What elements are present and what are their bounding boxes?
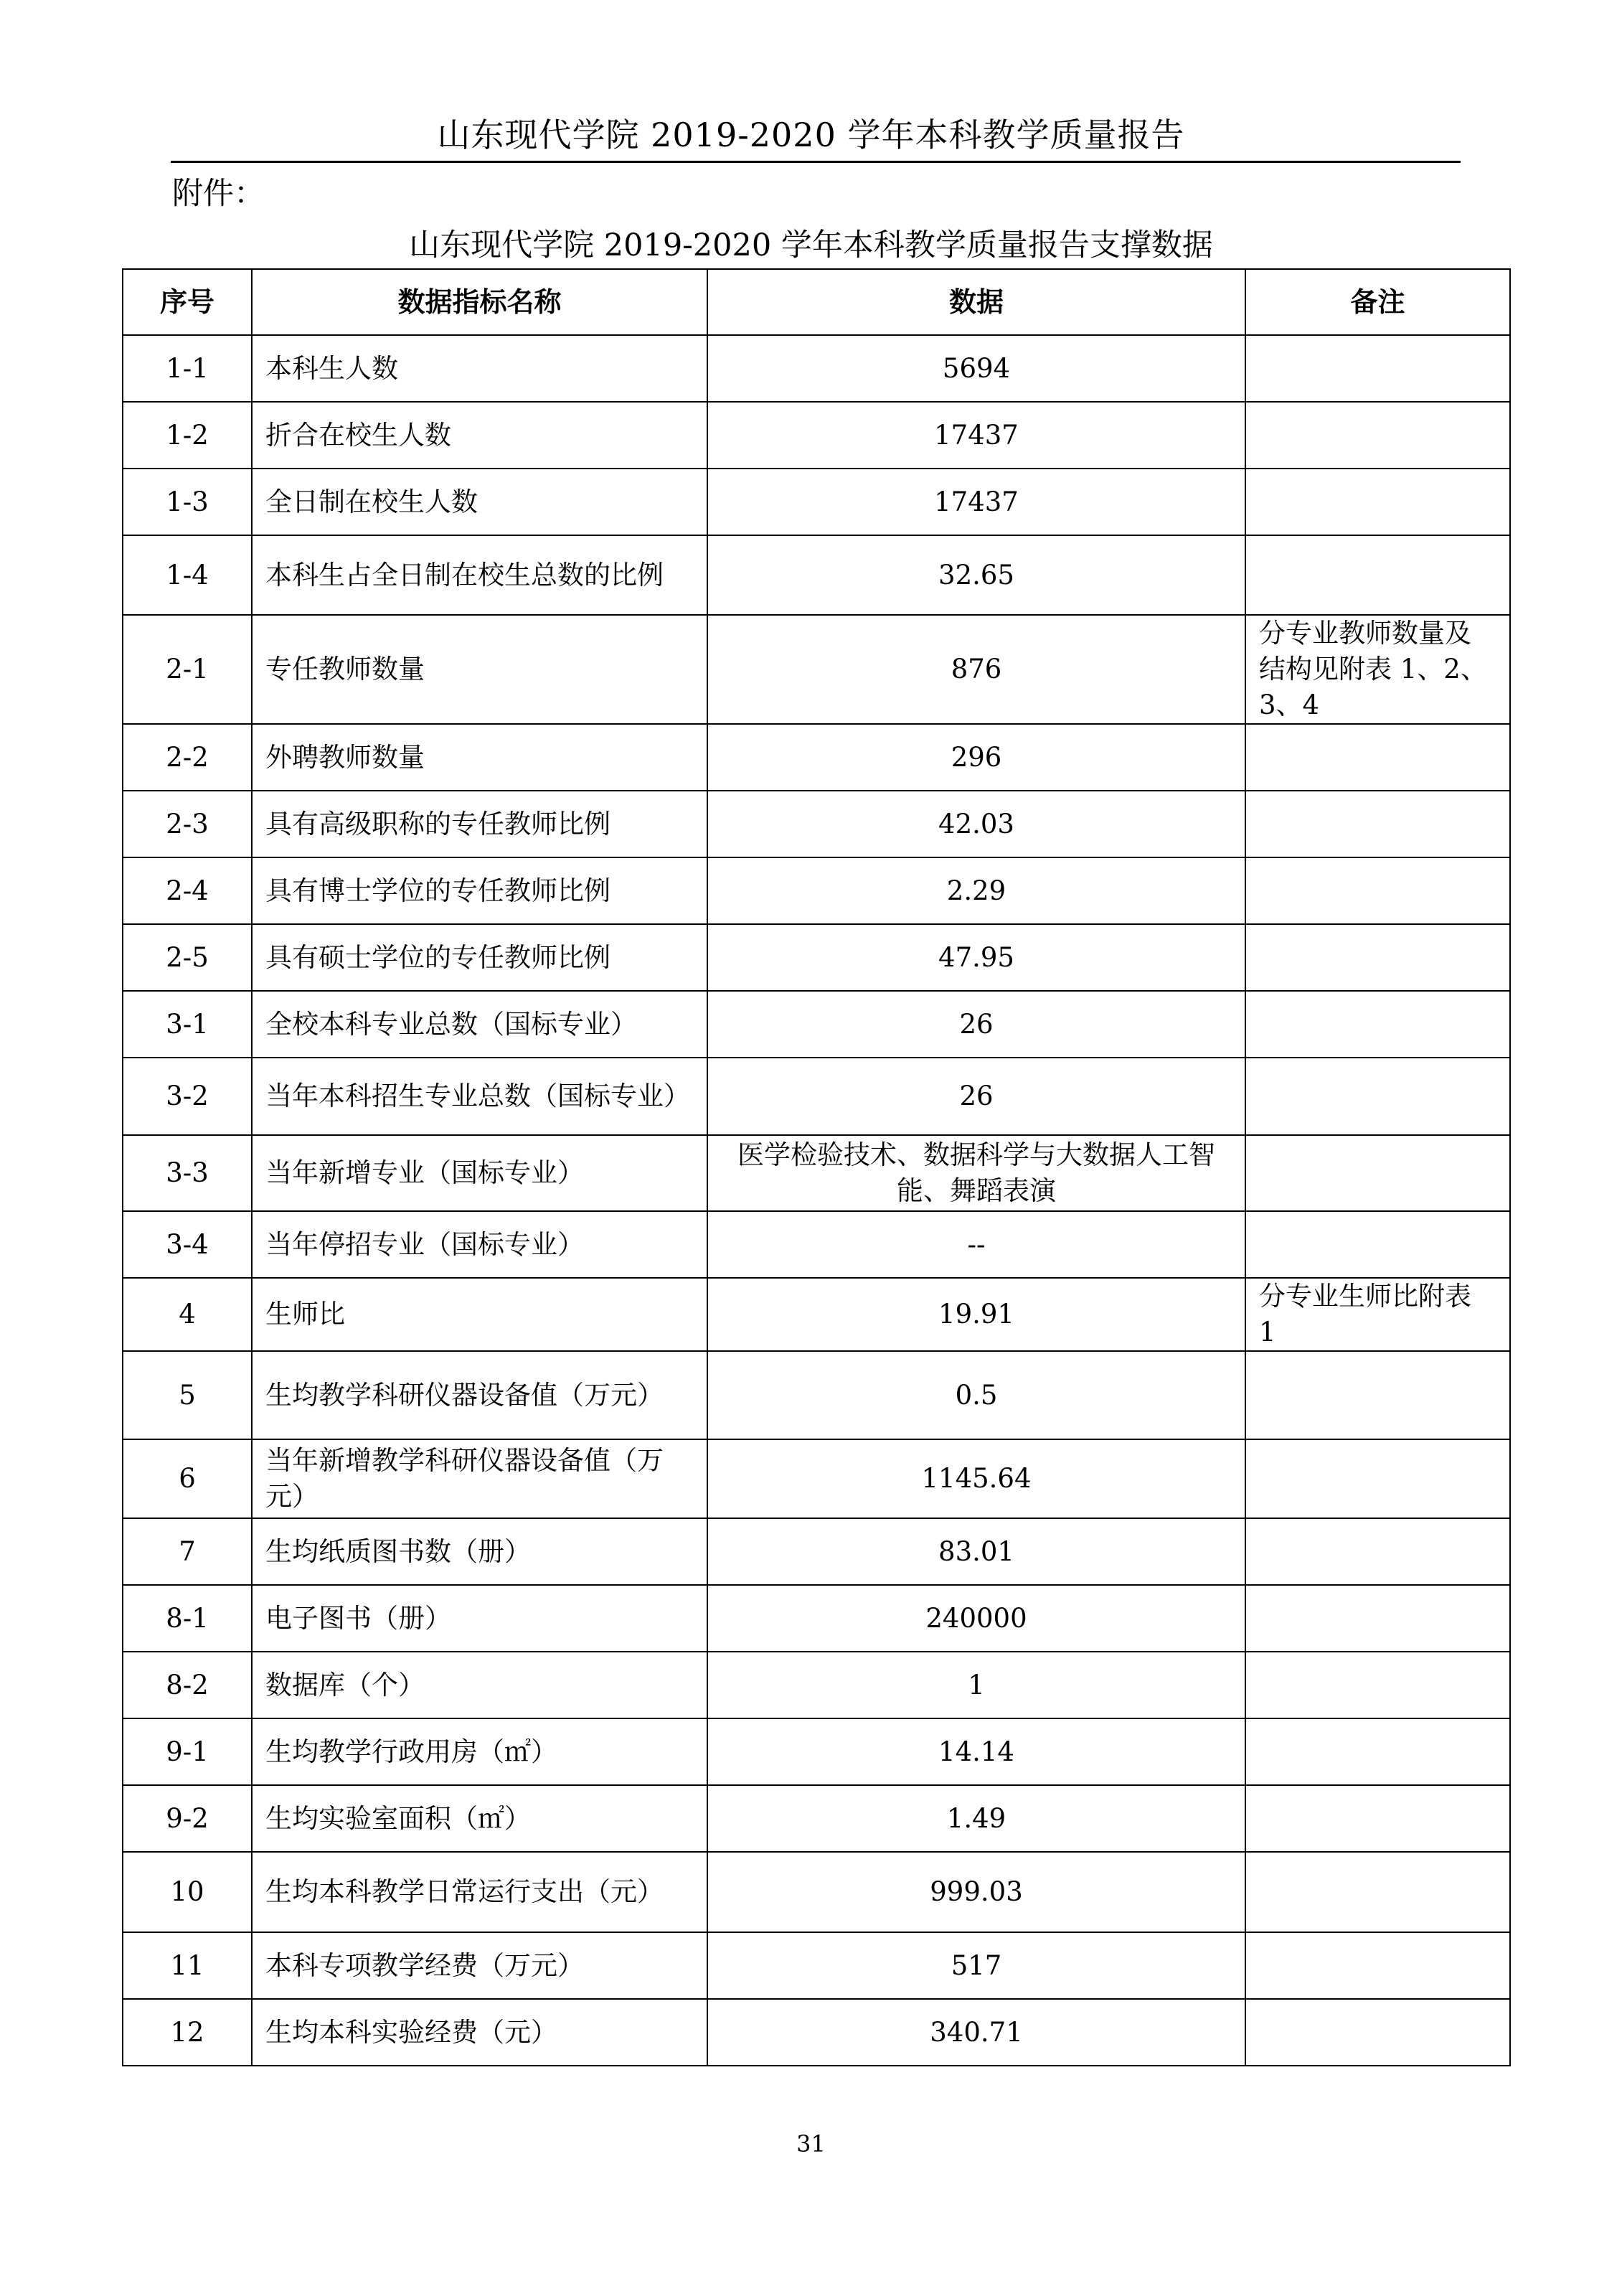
row-value: 26 [707,991,1245,1058]
table-row [123,1999,1510,2066]
row-value: 2.29 [707,857,1245,924]
table-row [123,1785,1510,1852]
attachment-label: 附件： [172,176,265,212]
row-name: 本科专项教学经费（万元） [252,1932,707,1999]
row-seq: 7 [123,1518,252,1585]
row-value: 19.91 [707,1278,1245,1351]
row-name: 当年停招专业（国标专业） [252,1211,707,1278]
row-name: 生均教学行政用房（㎡） [252,1718,707,1785]
row-note: 分专业教师数量及结构见附表 1、2、3、4 [1245,615,1510,724]
row-note [1245,1999,1510,2066]
row-value: 32.65 [707,535,1245,615]
row-name: 本科生占全日制在校生总数的比例 [252,535,707,615]
row-seq: 9-1 [123,1718,252,1785]
table-row [123,1932,1510,1999]
row-note [1245,402,1510,469]
table-row [123,857,1510,924]
row-value: 999.03 [707,1852,1245,1932]
row-name: 具有硕士学位的专任教师比例 [252,924,707,991]
table-row [123,1439,1510,1518]
row-value: -- [707,1211,1245,1278]
row-value: 26 [707,1058,1245,1135]
row-name: 生均实验室面积（㎡） [252,1785,707,1852]
row-value: 0.5 [707,1351,1245,1439]
row-name: 数据库（个） [252,1652,707,1718]
report-header-title: 山东现代学院 2019-2020 学年本科教学质量报告 [437,116,1185,154]
row-value: 5694 [707,335,1245,402]
table-row [123,1718,1510,1785]
row-name: 外聘教师数量 [252,724,707,791]
row-name: 具有高级职称的专任教师比例 [252,791,707,857]
row-seq: 8-1 [123,1585,252,1652]
row-seq: 3-4 [123,1211,252,1278]
table-row [123,1852,1510,1932]
row-value: 296 [707,724,1245,791]
table-row [123,1211,1510,1278]
row-name: 生均教学科研仪器设备值（万元） [252,1351,707,1439]
row-name: 全日制在校生人数 [252,469,707,535]
row-value: 1.49 [707,1785,1245,1852]
table-row [123,469,1510,535]
table-row [123,924,1510,991]
row-seq: 10 [123,1852,252,1932]
row-name: 当年新增专业（国标专业） [252,1135,707,1211]
row-name: 生均纸质图书数（册） [252,1518,707,1585]
row-name: 具有博士学位的专任教师比例 [252,857,707,924]
table-row [123,402,1510,469]
row-seq: 2-3 [123,791,252,857]
row-note [1245,1932,1510,1999]
row-value: 医学检验技术、数据科学与大数据人工智能、舞蹈表演 [707,1135,1245,1211]
row-note [1245,1211,1510,1278]
table-row [123,1058,1510,1135]
row-note [1245,1439,1510,1518]
row-note: 分专业生师比附表 1 [1245,1278,1510,1351]
row-seq: 2-1 [123,615,252,724]
table-row [123,1652,1510,1718]
table-row [123,1351,1510,1439]
row-value: 17437 [707,402,1245,469]
row-value: 340.71 [707,1999,1245,2066]
table-row [123,724,1510,791]
table-row [123,535,1510,615]
row-seq: 8-2 [123,1652,252,1718]
row-name: 生均本科教学日常运行支出（元） [252,1852,707,1932]
row-note [1245,857,1510,924]
table-row [123,1518,1510,1585]
row-seq: 2-4 [123,857,252,924]
row-name: 当年本科招生专业总数（国标专业） [252,1058,707,1135]
row-seq: 9-2 [123,1785,252,1852]
table-header-row [123,269,1510,335]
row-note [1245,1585,1510,1652]
column-header-name: 数据指标名称 [252,269,707,335]
row-note [1245,1351,1510,1439]
column-header-value: 数据 [707,269,1245,335]
row-note [1245,1652,1510,1718]
column-header-note: 备注 [1245,269,1510,335]
row-seq: 1-4 [123,535,252,615]
page-number: 31 [796,2130,826,2158]
row-seq: 3-2 [123,1058,252,1135]
row-name: 电子图书（册） [252,1585,707,1652]
table-row [123,615,1510,724]
row-seq: 2-5 [123,924,252,991]
row-note [1245,335,1510,402]
table-row [123,1585,1510,1652]
row-value: 1145.64 [707,1439,1245,1518]
table-row [123,335,1510,402]
row-name: 当年新增教学科研仪器设备值（万元） [252,1439,707,1518]
row-value: 47.95 [707,924,1245,991]
row-note [1245,1785,1510,1852]
table-row [123,791,1510,857]
row-value: 42.03 [707,791,1245,857]
row-seq: 11 [123,1932,252,1999]
row-note [1245,791,1510,857]
row-value: 240000 [707,1585,1245,1652]
row-note [1245,1852,1510,1932]
row-seq: 1-3 [123,469,252,535]
row-note [1245,469,1510,535]
table-row [123,1278,1510,1351]
row-seq: 5 [123,1351,252,1439]
row-seq: 6 [123,1439,252,1518]
row-seq: 12 [123,1999,252,2066]
row-name: 生师比 [252,1278,707,1351]
header-divider [171,161,1461,163]
support-data-table [122,268,1511,2066]
row-note [1245,1518,1510,1585]
row-name: 生均本科实验经费（元） [252,1999,707,2066]
row-note [1245,924,1510,991]
row-note [1245,1718,1510,1785]
row-seq: 3-3 [123,1135,252,1211]
table-title: 山东现代学院 2019-2020 学年本科教学质量报告支撑数据 [409,227,1213,263]
row-note [1245,1135,1510,1211]
table-row [123,1135,1510,1211]
column-header-seq: 序号 [123,269,252,335]
row-value: 876 [707,615,1245,724]
row-value: 1 [707,1652,1245,1718]
row-note [1245,991,1510,1058]
row-value: 83.01 [707,1518,1245,1585]
row-name: 全校本科专业总数（国标专业） [252,991,707,1058]
row-value: 17437 [707,469,1245,535]
row-seq: 2-2 [123,724,252,791]
row-seq: 4 [123,1278,252,1351]
row-name: 本科生人数 [252,335,707,402]
row-seq: 1-1 [123,335,252,402]
row-name: 专任教师数量 [252,615,707,724]
row-note [1245,724,1510,791]
row-note [1245,535,1510,615]
row-seq: 1-2 [123,402,252,469]
row-value: 14.14 [707,1718,1245,1785]
row-name: 折合在校生人数 [252,402,707,469]
table-row [123,991,1510,1058]
row-seq: 3-1 [123,991,252,1058]
row-note [1245,1058,1510,1135]
row-value: 517 [707,1932,1245,1999]
